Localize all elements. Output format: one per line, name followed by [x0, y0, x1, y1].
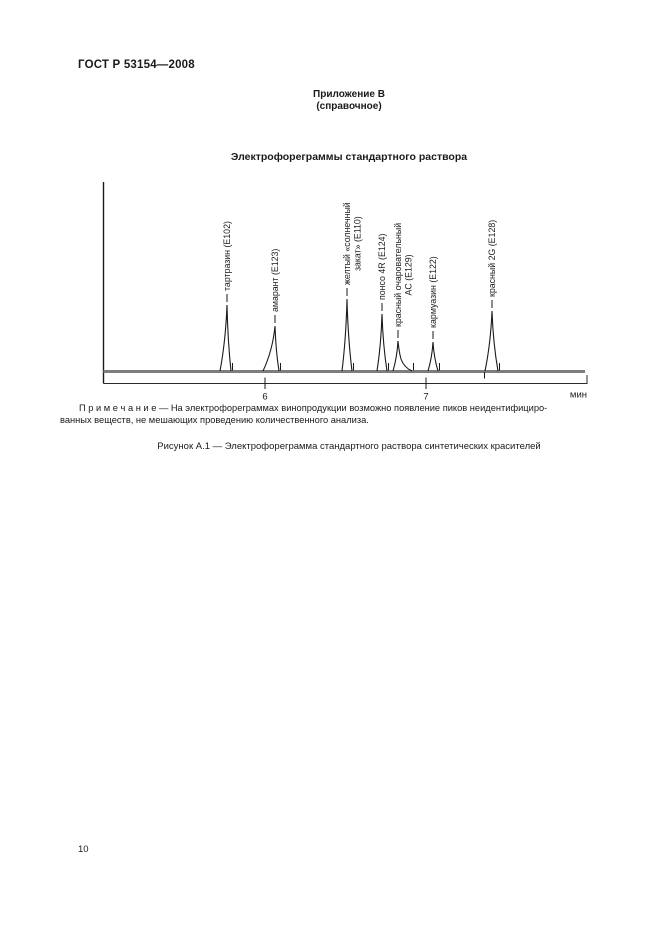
peak-1: [220, 221, 233, 371]
peak-4: [377, 233, 389, 371]
peak-trace: [393, 341, 412, 371]
peak-7: [485, 220, 500, 371]
peak-label: красный очаровательный: [393, 222, 403, 327]
peak-trace: [263, 326, 279, 371]
peak-trace: [377, 314, 387, 371]
electropherogram-chart: [95, 175, 605, 405]
peak-label: красный 2G (E128): [487, 219, 497, 297]
x-axis-line: [104, 375, 588, 384]
x-axis-tick-label: 6: [262, 391, 268, 403]
peak-trace: [342, 299, 352, 371]
figure-caption: Рисунок А.1 — Электрофореграмма стандартного раствора синтетических красителей: [157, 441, 541, 452]
peak-label: кармуазин (E122): [428, 256, 438, 328]
peak-trace: [485, 311, 498, 371]
peak-label: тартразин (E102): [222, 221, 232, 291]
note-line-1: П р и м е ч а н и е — На электрофореграммах винопродукции возможно появление пиков неидентифициро-: [79, 403, 548, 413]
chart-title: Электрофореграммы стандартного раствора: [230, 151, 468, 163]
chart-canvas: [95, 175, 605, 405]
note-line-2: ванных веществ, не мешающих проведению количественного анализа.: [60, 414, 369, 425]
x-axis-unit-label: мин: [569, 389, 587, 401]
appendix-title: Приложение В: [313, 89, 385, 100]
doc-number: ГОСТ Р 53154—2008: [78, 59, 195, 71]
page-number: 10: [78, 844, 89, 855]
peak-label: понсо 4R (E124): [377, 233, 387, 300]
peak-trace: [220, 305, 231, 371]
peaks-group: [220, 202, 500, 371]
peak-3: [342, 202, 363, 371]
note-text: [60, 403, 606, 426]
peak-label-line2: закат» (E110): [352, 216, 363, 272]
x-axis-ticks: [262, 378, 428, 403]
appendix-subtitle: (справочное): [316, 101, 382, 112]
peak-5: [393, 223, 414, 371]
peak-label: амарант (E123): [270, 248, 280, 312]
peak-6: [428, 256, 440, 371]
x-axis-tick-label: 7: [423, 391, 429, 403]
peak-label: желтый «солнечный: [342, 202, 352, 285]
peak-label-line2: AC (E129): [403, 254, 414, 296]
peak-2: [263, 249, 281, 371]
appendix-heading: [78, 89, 620, 113]
peak-trace: [428, 342, 438, 371]
